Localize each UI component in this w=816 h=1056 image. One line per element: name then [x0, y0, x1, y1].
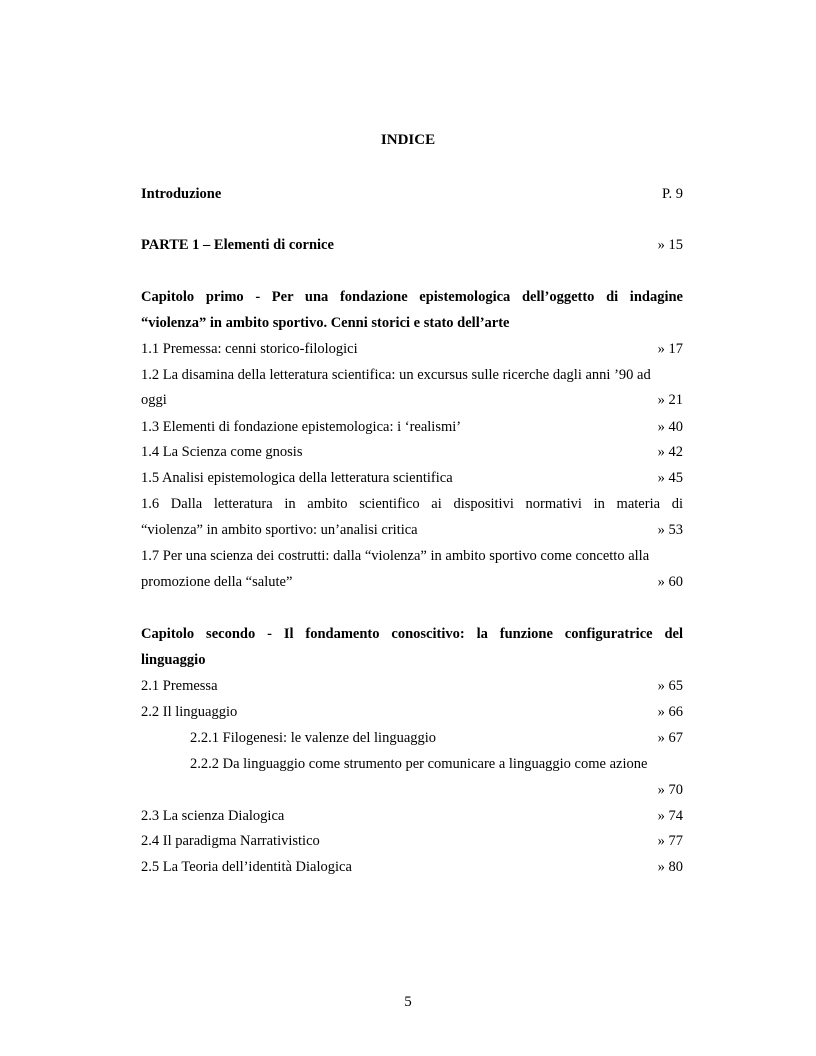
toc-entry-page: » 21 [657, 392, 683, 408]
toc-entry-page: » 74 [657, 808, 683, 824]
toc-entry-label: 1.3 Elementi di fondazione epistemologica: i ‘realismi’ [141, 419, 462, 435]
toc-entry-page: » 17 [657, 341, 683, 357]
toc-entry-label: 1.4 La Scienza come gnosis [141, 444, 303, 460]
toc-entry-label: 1.5 Analisi epistemologica della letteratura scientifica [141, 470, 453, 486]
toc-entry-page: » 45 [657, 470, 683, 486]
toc-entry-label: 2.5 La Teoria dell’identità Dialogica [141, 859, 352, 875]
toc-entry-label: “violenza” in ambito sportivo: un’analisi critica [141, 522, 418, 538]
toc-entry-label: oggi [141, 392, 167, 408]
toc-entry-label: 1.6 Dalla letteratura in ambito scientifico ai dispositivi normativi in materia di [141, 496, 683, 512]
toc-entry-label: 2.1 Premessa [141, 678, 218, 694]
chapter-heading-text: “violenza” in ambito sportivo. Cenni storici e stato dell’arte [141, 315, 510, 331]
toc-entry-page: » 67 [657, 730, 683, 746]
toc-entry-label: promozione della “salute” [141, 574, 293, 590]
toc-entry-label: 1.1 Premessa: cenni storico-filologici [141, 341, 358, 357]
toc-entry-label: 2.3 La scienza Dialogica [141, 808, 285, 824]
toc-entry-page: » 42 [657, 444, 683, 460]
toc-entry-page: » 15 [657, 237, 683, 253]
toc-entry-label: 2.2 Il linguaggio [141, 704, 238, 720]
chapter-heading-text: linguaggio [141, 652, 206, 668]
toc-entry-label: 2.2.1 Filogenesi: le valenze del linguaggio [190, 730, 437, 746]
toc-entry-page: » 65 [657, 678, 683, 694]
toc-entry-label: Introduzione [141, 186, 222, 202]
toc-entry-label: PARTE 1 – Elementi di cornice [141, 237, 334, 253]
toc-entry-page: » 80 [657, 859, 683, 875]
toc-entry-page: » 77 [657, 833, 683, 849]
toc-entry-label: 1.7 Per una scienza dei costrutti: dalla “violenza” in ambito sportivo come concetto alla [141, 548, 650, 564]
chapter-heading-text: Capitolo primo - Per una fondazione epistemologica dell’oggetto di indagine [141, 289, 683, 305]
page-title: INDICE [380, 132, 436, 148]
toc-entry-page: » 53 [657, 522, 683, 538]
toc-entry-label: 2.4 Il paradigma Narrativistico [141, 833, 320, 849]
toc-entry-label: 1.2 La disamina della letteratura scientifica: un excursus sulle ricerche dagli anni ’90 ad [141, 367, 651, 383]
toc-entry-page: » 66 [657, 704, 683, 720]
chapter-heading-text: Capitolo secondo - Il fondamento conoscitivo: la funzione configuratrice del [141, 626, 683, 642]
toc-entry-page: » 70 [657, 782, 683, 798]
toc-entry-page: P. 9 [662, 186, 683, 202]
toc-entry-page: » 60 [657, 574, 683, 590]
toc-entry-label: 2.2.2 Da linguaggio come strumento per comunicare a linguaggio come azione [190, 756, 648, 772]
toc-entry-page: » 40 [657, 419, 683, 435]
page-number: 5 [404, 994, 412, 1010]
